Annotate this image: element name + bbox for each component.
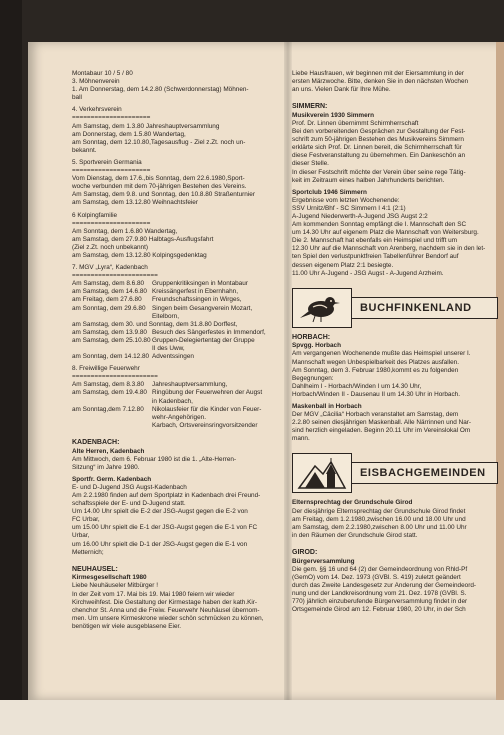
text-line: Vom Dienstag, dem 17.6.,bis Sonntag, dem 22.6.1980,Sport- — [72, 175, 245, 183]
event-continuation: Eitelborn, — [152, 312, 179, 320]
event-text: Gruppen-Delegiertentag der Gruppe — [152, 336, 255, 344]
page-heading: Montabaur 10 / 5 / 80 — [72, 70, 133, 77]
text-line: Am kommenden Sonntag empfängt die I. Mannschaft den SC — [292, 221, 467, 229]
text-line: Prof. Dr. Linnen übernimmt Schirmherrschaft — [292, 119, 419, 127]
event-row — [72, 280, 282, 288]
article-title: Kirmesgesellschaft 1980 — [72, 574, 147, 582]
text-line: Liebe Hausfrauen, wir beginnen mit der Eiersammlung in der — [292, 70, 464, 77]
event-text: Nikolausfeier für die Kinder von Feuer- — [152, 405, 262, 413]
text-line: 11.00 Uhr A-Jugend - JSG Augst - A-Jugend Arzheim. — [292, 269, 444, 277]
text-line: Ergebnisse vom letzten Wochenende: — [292, 196, 400, 204]
text-line: Sitzung“ im Jahre 1980. — [72, 463, 140, 471]
article-title: Spvgg. Horbach — [292, 342, 342, 350]
text-line: nung und der Landkreisordnung vom 21. Dez. 1978 (GVBl. S. — [292, 589, 467, 597]
right-column — [292, 70, 498, 618]
text-line: Am Sonntag, dem 3. Februar 1980,kommt es zu folgenden — [292, 366, 459, 374]
section-title: 8. Freiwillige Feuerwehr — [72, 365, 140, 373]
text-line: mann. — [292, 435, 310, 443]
text-line: um 16.00 Uhr spielt die D-1 der JSG-Augst gegen die E-1 von — [72, 540, 248, 548]
event-text: Singen beim Gesangverein Mozart, — [152, 304, 253, 312]
event-row — [72, 381, 282, 389]
bird-banner-title: BUCHFINKENLAND — [352, 297, 498, 319]
event-row — [72, 288, 282, 296]
section-separator: ======================= — [72, 272, 158, 280]
spacer — [292, 540, 498, 544]
text-line: Am 2.2.1980 finden auf dem Sportplatz in Kadenbach drei Freund- — [72, 492, 261, 499]
text-line: A-Jugend Niederwerth-A-Jugend JSG Augst 2:2 — [292, 213, 428, 220]
text-line: am Freitag, dem 1.2.1980,zwischen 16.00 und 18.00 Uhr und — [292, 515, 466, 523]
text-line: dieser Stelle. — [292, 160, 329, 168]
event-date: am Samstag, dem 25.10.80 — [72, 336, 151, 344]
event-date: Am Samstag, dem 8.3.80 — [72, 381, 145, 389]
section-separator: ======================= — [72, 373, 158, 381]
finch-bird-icon — [297, 291, 347, 325]
text-line: am Sonntag, dem 12.10.80,Tagesausflug - Ziel z.Zt. noch un- — [72, 138, 246, 146]
text-line: durch das Zweite Landesgesetz zur Änderung der Gemeindeord- — [292, 581, 477, 589]
article-title: Musikverein 1930 Simmern — [292, 111, 375, 119]
text-line: benötigen wir viele ausgeblasene Eier. — [72, 622, 182, 630]
text-line: diese Festveranstaltung zu übernehmen. Ein Dankeschön an — [292, 152, 466, 160]
column-gutter — [284, 42, 292, 700]
text-line: am Donnerstag, dem 1.5.80 Wandertag, — [72, 130, 186, 138]
text-line: bekannt. — [72, 146, 97, 154]
text-line: In dieser Festschrift möchte der Verein über seine rege Tätig- — [292, 168, 466, 176]
text-line: Dahlheim I - Horbach/Winden I um 14.30 Uhr, — [292, 382, 422, 390]
text-line: woche verbunden mit dem 70-jährigen Bestehen des Vereins. — [72, 183, 247, 191]
text-line: schrift zum 50-jährigen Bestehen des Musikvereins Simmern — [292, 136, 464, 144]
text-line: Begegnungen: — [292, 374, 334, 382]
text-line: ersten Märzwoche. Bitte, denken Sie in den nächsten Wochen — [292, 78, 469, 86]
spacer — [292, 278, 498, 282]
text-line: Horbach/Winden II - Dausenau II um 14.30 Uhr in Horbach. — [292, 390, 461, 398]
event-text: Jahreshauptversammlung, — [152, 381, 228, 389]
mountain-banner — [292, 453, 498, 493]
article-title: Elternsprechtag der Grundschule Girod — [292, 499, 413, 507]
event-text: Besuch des Sängerfestes in Immendorf, — [152, 328, 266, 336]
event-line: am Samstag, dem 30. und Sonntag, dem 31.8.80 Dorffest, — [72, 320, 238, 328]
text-line: am Samstag, dem 2.2.1980,zwischen 8.00 Uhr und 11.00 Uhr — [292, 523, 467, 531]
event-continuation: Karbach, Ortsvereinsringvorsitzender — [152, 421, 258, 429]
event-date: am Sonntag,dem 7.12.80 — [72, 405, 144, 413]
text-line: (GemO) vom 14. Dez. 1973 (GVBl. S. 419) zuletzt geändert — [292, 573, 461, 581]
event-row — [72, 353, 282, 361]
article-title: Sportclub 1946 Simmern — [292, 188, 367, 196]
event-date: am Samstag, dem 13.9.80 — [72, 328, 147, 336]
article-title: Bürgerversammlung — [292, 557, 355, 565]
text-line: Metternich; — [72, 548, 104, 556]
text-line: E- und D-Jugend JSG Augst-Kadenbach — [72, 483, 187, 491]
article-title: Alte Herren, Kadenbach — [72, 447, 145, 455]
event-row — [72, 337, 282, 345]
event-row — [72, 406, 282, 414]
place-heading: SIMMERN: — [292, 103, 328, 111]
text-line: 1. Am Donnerstag, dem 14.2.80 (Schwerdonnerstag) Möhnen- — [72, 86, 249, 94]
section-separator: ===================== — [72, 219, 151, 227]
event-text: Kreissängerfest in Ebernhahn, — [152, 288, 238, 296]
text-line: 12.30 Uhr auf die Mannschaft von Arenberg, nachdem sie in den let- — [292, 245, 486, 253]
text-line: Liebe Neuhäuseler Mitbürger ! — [72, 582, 158, 590]
text-line: Der MGV „Cäcilia“ Horbach veranstaltet am Samstag, dem — [292, 411, 459, 419]
text-line: Urbar, — [72, 532, 90, 540]
event-text: Gruppenkritiksingen in Montabaur — [152, 280, 248, 288]
event-text: Adventssingen — [152, 353, 194, 361]
event-continuation: wehr-Angehörigen. — [152, 413, 206, 421]
event-text: Freundschaftssingen in Wirges, — [152, 296, 242, 304]
text-line: dessen eigenem Platz 2:1 besiegte. — [292, 261, 394, 269]
section-title: 3. Möhnenverein — [72, 78, 120, 86]
place-heading: NEUHÄUSEL: — [72, 565, 118, 573]
event-row — [72, 389, 282, 397]
text-line: Der diesjährige Elternsprechtag der Grundschule Girod findet — [292, 507, 466, 515]
event-date: am Samstag, dem 19.4.80 — [72, 389, 147, 397]
text-line: Bei den vorbereitenden Gesprächen zur Gestaltung der Fest- — [292, 128, 466, 136]
article-title: Sportfr. Germ. Kadenbach — [72, 475, 152, 483]
section-title: 6 Kolpingfamilie — [72, 211, 118, 219]
scan-bottom-margin — [0, 700, 504, 735]
text-line: Kirchweihfest. Die Gestaltung der Kirmestage haben der kath.Kir- — [72, 598, 258, 606]
text-line: um 14.30 Uhr auf eigenem Platz die Mannschaft von Weitersburg. — [292, 229, 479, 237]
mountain-logo — [292, 453, 352, 493]
event-continuation: II des Uww, — [152, 345, 185, 352]
text-line: an uns. Vielen Dank für Ihre Mühe. — [292, 86, 391, 94]
section-title: 7. MGV „Lyra“, Kadenbach — [72, 264, 148, 272]
text-line: sind herzlich eingeladen. Beginn 20.11 Uhr im Vereinslokal Om — [292, 427, 471, 435]
text-line: FC Urbar, — [72, 516, 100, 524]
text-line: keit im Zeitraum eines halben Jahrhunderts berichten. — [292, 176, 445, 184]
event-date: Am Samstag, dem 8.6.80 — [72, 280, 145, 288]
spacer — [72, 557, 282, 561]
text-line: ten Spiel den verlustpunktfreien Tabellenführer Bendorf auf — [292, 253, 459, 261]
section-separator: ===================== — [72, 167, 151, 175]
text-line: Am Samstag, dem 9.8. und Sonntag, den 10.8.80 Straßenturnier — [72, 191, 255, 199]
spacer — [292, 614, 498, 618]
event-date: am Samstag, dem 14.6.80 — [72, 288, 147, 296]
text-line: Die gem. §§ 16 und 64 (2) der Gemeindeordnung von Rhld-Pf — [292, 565, 468, 573]
text-line: In der Zeit vom 17. Mai bis 19. Mai 1980 feiern wir wieder — [72, 590, 235, 598]
text-line: Um 14.00 Uhr spielt die E-2 der JSG-Augst gegen die E-2 von — [72, 508, 248, 516]
event-row — [72, 305, 282, 313]
section-title: 4. Verkehrsverein — [72, 106, 122, 114]
place-heading: HORBACH: — [292, 333, 331, 341]
text-line: Am Mittwoch, dem 6. Februar 1980 ist die 1. „Alte-Herren- — [72, 455, 237, 463]
text-line: schaftsspiele der E- und D-Jugend statt. — [72, 500, 186, 508]
spacer — [292, 94, 498, 98]
section-separator: ===================== — [72, 114, 151, 122]
text-line: Am Sonntag, dem 1.6.80 Wandertag, — [72, 227, 178, 235]
text-line: Am Samstag, dem 1.3.80 Jahreshauptversammlung — [72, 122, 220, 130]
text-line: men. Um unsere Kirmeskrone wieder schön schmücken zu können, — [72, 614, 264, 622]
text-line: 2.2.80 seinen diesjährigen Maskenball. Alle Närrinnen und Nar- — [292, 419, 472, 427]
text-line: um 15.00 Uhr spielt die E-1 der JSG-Augst gegen die E-1 von FC — [72, 524, 258, 532]
event-continuation: in Kadenbach, — [152, 397, 193, 405]
text-line: Ortsgemeinde Girod am 12. Februar 1980, 20 Uhr, in der Sch — [292, 606, 466, 614]
left-column — [72, 70, 282, 631]
text-line: erklärte sich Prof. Dr. Linnen bereit, die Schirmherrschaft für — [292, 144, 462, 152]
event-text: Ringübung der Feuerwehren der Augst — [152, 389, 263, 397]
text-line: chenchor St. Anna und die Freiw. Feuerwehr Neuhäusel übernom- — [72, 606, 260, 614]
text-line: Mannschaft wegen Unbespielbarkeit des Platzes ausfallen. — [292, 358, 459, 366]
spacer — [292, 443, 498, 447]
event-date: am Freitag, dem 27.6.80 — [72, 296, 142, 304]
text-line: am Samstag, dem 27.9.80 Halbtags-Ausflugsfahrt — [72, 235, 214, 243]
text-line: (Ziel z.Zt. noch unbekannt) — [72, 243, 149, 251]
text-line: 770) jährlich einzuberufende Bürgerversammlung findet in der — [292, 598, 468, 605]
mountain-banner-title: EISBACHGEMEINDEN — [352, 462, 498, 484]
place-heading: KADENBACH: — [72, 438, 120, 446]
event-date: am Sonntag, dem 29.6.80 — [72, 304, 146, 312]
text-line: SSV Urnitz/Bhf - SC Simmern I 4:1 (2:1) — [292, 204, 406, 212]
event-date: am Sonntag, dem 14.12.80 — [72, 353, 150, 361]
bird-logo — [292, 288, 352, 328]
event-row — [72, 329, 282, 337]
place-heading: GIROD: — [292, 548, 318, 556]
text-line: in den Räumen der Grundschule Girod statt. — [292, 531, 418, 539]
text-line: am Samstag, dem 13.12.80 Kolpingsgedenktag — [72, 251, 207, 259]
spacer — [72, 430, 282, 434]
church-mountain-icon — [297, 456, 347, 490]
text-line: ball — [72, 94, 82, 102]
text-line: Die 2. Mannschaft hat ebenfalls ein Heimspiel und trifft um — [292, 237, 458, 245]
scan-dark-border — [0, 0, 22, 735]
article-title: Maskenball in Horbach — [292, 403, 362, 410]
text-line: Am vergangenen Wochenende mußte das Heimspiel unserer I. — [292, 350, 471, 358]
bird-banner — [292, 288, 498, 328]
text-line: am Samstag, dem 13.12.80 Weihnachtsfeier — [72, 199, 198, 207]
event-row — [72, 296, 282, 304]
section-title: 5. Sportverein Germania — [72, 158, 142, 166]
